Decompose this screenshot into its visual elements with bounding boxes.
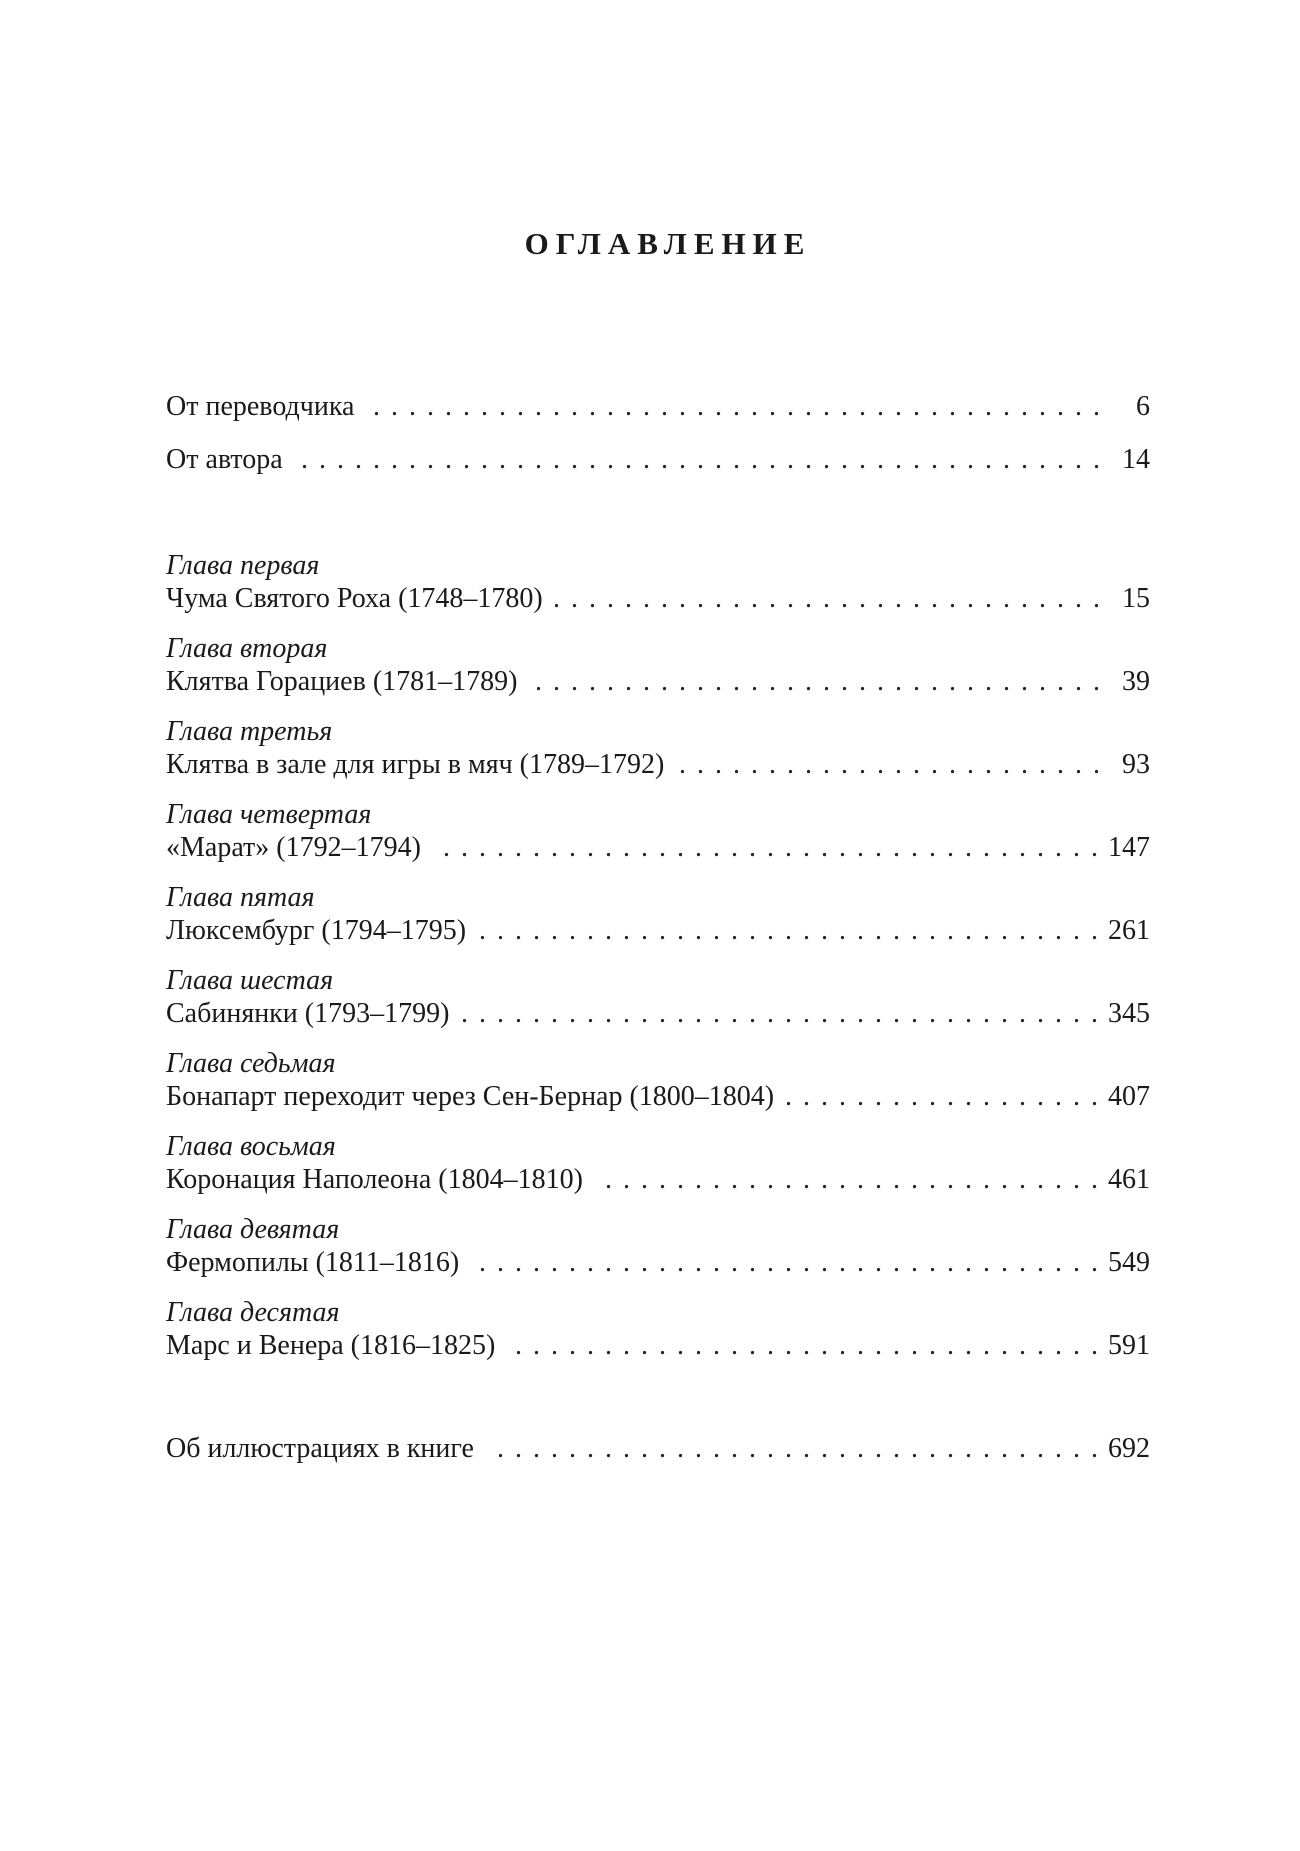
toc-page-number: 549 (1108, 1247, 1150, 1278)
chapter-label: Глава четвертая (166, 799, 372, 830)
toc-page-number: 261 (1108, 915, 1150, 946)
toc-chapter-10[interactable] (166, 1297, 1150, 1363)
toc-page-number: 14 (1122, 444, 1150, 475)
dot-leader (433, 831, 1098, 865)
dot-leader (595, 1163, 1098, 1197)
toc-entry-translator[interactable] (166, 390, 1150, 424)
chapter-title: Клятва Горациев (1781–1789) (166, 666, 518, 697)
chapter-title: «Марат» (1792–1794) (166, 832, 421, 863)
chapter-title: Люксембург (1794–1795) (166, 915, 467, 946)
toc-chapter-3[interactable] (166, 716, 1150, 782)
chapter-title: Марс и Венера (1816–1825) (166, 1330, 496, 1361)
page-title: ОГЛАВЛЕНИЕ (524, 226, 812, 261)
chapter-title: Сабинянки (1793–1799) (166, 998, 450, 1029)
dot-leader (471, 1246, 1098, 1280)
dot-leader (786, 1080, 1098, 1114)
toc-entry-text: От автора (166, 444, 283, 475)
toc-page-number: 15 (1122, 583, 1150, 614)
dot-leader (529, 665, 1100, 699)
toc-chapter-8[interactable] (166, 1131, 1150, 1197)
dot-leader (461, 997, 1098, 1031)
chapter-label: Глава седьмая (166, 1048, 336, 1079)
toc-page-number: 461 (1108, 1164, 1150, 1195)
toc-chapter-1[interactable] (166, 550, 1150, 616)
toc-entry-text: Об иллюстрациях в книге (166, 1433, 474, 1464)
toc-entry-illustrations[interactable] (166, 1432, 1150, 1466)
toc-chapter-4[interactable] (166, 799, 1150, 865)
toc-entry-text: От переводчика (166, 391, 355, 422)
chapter-title: Чума Святого Роха (1748–1780) (166, 583, 543, 614)
chapter-label: Глава вторая (166, 633, 328, 664)
dot-leader (486, 1432, 1098, 1466)
toc-page-number: 147 (1108, 832, 1150, 863)
chapter-label: Глава пятая (166, 882, 315, 913)
toc-page-number: 591 (1108, 1330, 1150, 1361)
toc-page-number: 345 (1108, 998, 1150, 1029)
toc-page-number: 39 (1122, 666, 1150, 697)
dot-leader (478, 914, 1098, 948)
chapter-label: Глава первая (166, 550, 320, 581)
chapter-label: Глава третья (166, 716, 333, 747)
toc-page-number: 692 (1108, 1433, 1150, 1464)
dot-leader (366, 390, 1100, 424)
toc-chapter-7[interactable] (166, 1048, 1150, 1114)
dot-leader (555, 582, 1100, 616)
toc-page-number: 93 (1122, 749, 1150, 780)
toc-chapter-5[interactable] (166, 882, 1150, 948)
dot-leader (676, 748, 1100, 782)
dot-leader (507, 1329, 1098, 1363)
toc-entry-author[interactable] (166, 443, 1150, 477)
toc-page-number: 6 (1136, 391, 1150, 422)
toc-page-number: 407 (1108, 1081, 1150, 1112)
chapter-title: Бонапарт переходит через Сен-Бернар (1800–1804) (166, 1081, 775, 1112)
chapter-title: Фермопилы (1811–1816) (166, 1247, 460, 1278)
toc-chapter-6[interactable] (166, 965, 1150, 1031)
chapter-label: Глава девятая (166, 1214, 340, 1245)
chapter-label: Глава десятая (166, 1297, 340, 1328)
toc-chapter-2[interactable] (166, 633, 1150, 699)
chapter-label: Глава шестая (166, 965, 334, 996)
toc-chapter-9[interactable] (166, 1214, 1150, 1280)
chapter-title: Коронация Наполеона (1804–1810) (166, 1164, 583, 1195)
chapter-title: Клятва в зале для игры в мяч (1789–1792) (166, 749, 665, 780)
chapter-label: Глава восьмая (166, 1131, 336, 1162)
dot-leader (295, 443, 1100, 477)
